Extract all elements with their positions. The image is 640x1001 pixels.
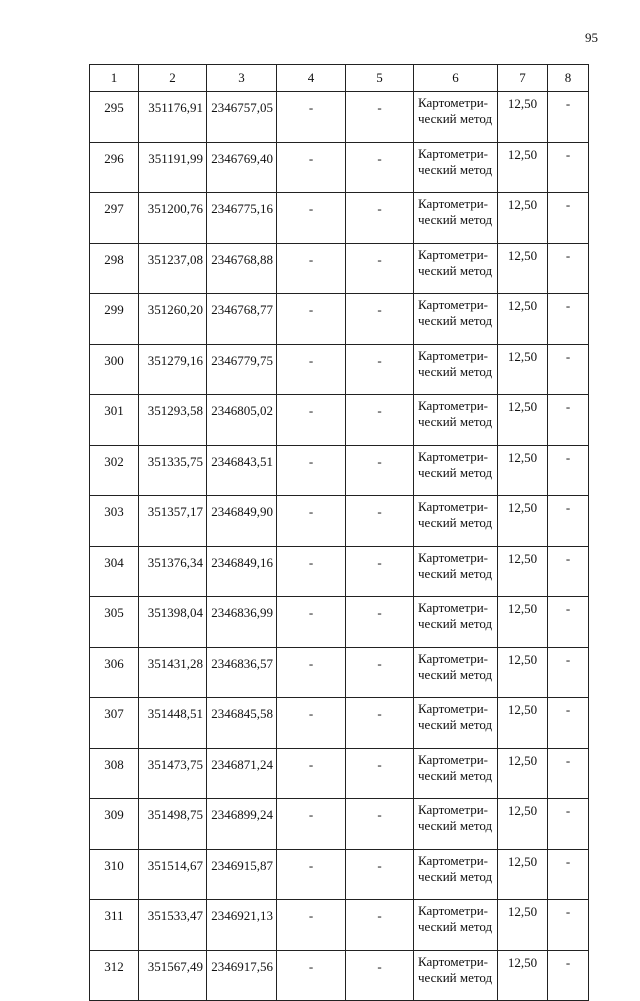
column-5-cell: -: [346, 496, 414, 547]
point-number-cell: 309: [90, 799, 139, 850]
column-8-cell: -: [548, 698, 589, 749]
table-row: [90, 445, 589, 496]
method-line-2: ческий метод: [418, 212, 493, 227]
table-row: [90, 799, 589, 850]
column-4-cell: -: [277, 799, 346, 850]
method-line-1: Картометри-: [418, 650, 488, 666]
table-row: [90, 395, 589, 446]
column-header: 5: [346, 65, 414, 92]
table-body: [90, 65, 589, 1001]
x-coordinate-cell: 351514,67: [139, 849, 207, 900]
y-coordinate-cell: 2346779,75: [207, 344, 277, 395]
method-line-1: Картометри-: [418, 347, 488, 363]
column-8-cell: -: [548, 445, 589, 496]
column-8-cell: -: [548, 546, 589, 597]
table-row: [90, 748, 589, 799]
point-number-cell: 300: [90, 344, 139, 395]
method-line-2: ческий метод: [418, 969, 493, 985]
column-5-cell: -: [346, 597, 414, 648]
y-coordinate-cell: 2346917,56: [207, 950, 277, 1001]
table-row: [90, 294, 589, 345]
accuracy-cell: 12,50: [498, 597, 548, 648]
point-number-cell: 295: [90, 92, 139, 143]
accuracy-cell: 12,50: [498, 799, 548, 850]
point-number-cell: 297: [90, 193, 139, 244]
column-4-cell: -: [277, 243, 346, 294]
accuracy-cell: 12,50: [498, 92, 548, 143]
point-number-cell: 299: [90, 294, 139, 345]
column-5-cell: -: [346, 193, 414, 244]
column-8-cell: -: [548, 849, 589, 900]
column-4-cell: -: [277, 395, 346, 446]
y-coordinate-cell: 2346768,77: [207, 294, 277, 345]
column-header: 4: [277, 65, 346, 92]
method-cell: [414, 597, 498, 648]
table-row: [90, 546, 589, 597]
method-line-1: Картометри-: [418, 751, 488, 767]
x-coordinate-cell: 351237,08: [139, 243, 207, 294]
column-8-cell: -: [548, 900, 589, 951]
column-8-cell: -: [548, 496, 589, 547]
column-header: 6: [414, 65, 498, 92]
method-line-2: ческий метод: [418, 414, 493, 429]
column-5-cell: -: [346, 142, 414, 193]
column-5-cell: -: [346, 950, 414, 1001]
accuracy-cell: 12,50: [498, 142, 548, 193]
accuracy-cell: 12,50: [498, 849, 548, 900]
column-4-cell: -: [277, 142, 346, 193]
method-line-1: Картометри-: [418, 600, 488, 615]
column-5-cell: -: [346, 294, 414, 345]
method-line-1: Картометри-: [418, 549, 488, 565]
y-coordinate-cell: 2346899,24: [207, 799, 277, 850]
column-8-cell: -: [548, 395, 589, 446]
method-line-1: Картометри-: [418, 297, 488, 312]
column-8-cell: -: [548, 243, 589, 294]
column-5-cell: -: [346, 445, 414, 496]
table-row: [90, 647, 589, 698]
column-8-cell: -: [548, 142, 589, 193]
column-4-cell: -: [277, 597, 346, 648]
method-cell: [414, 900, 498, 951]
column-4-cell: -: [277, 546, 346, 597]
method-line-1: Картометри-: [418, 196, 488, 211]
x-coordinate-cell: 351191,99: [139, 142, 207, 193]
column-5-cell: -: [346, 647, 414, 698]
method-cell: [414, 243, 498, 294]
column-4-cell: -: [277, 748, 346, 799]
column-8-cell: -: [548, 344, 589, 395]
point-number-cell: 303: [90, 496, 139, 547]
method-line-2: ческий метод: [418, 262, 493, 278]
column-8-cell: -: [548, 647, 589, 698]
method-line-1: Картометри-: [418, 246, 488, 262]
point-number-cell: 304: [90, 546, 139, 597]
y-coordinate-cell: 2346769,40: [207, 142, 277, 193]
y-coordinate-cell: 2346805,02: [207, 395, 277, 446]
method-line-2: ческий метод: [418, 363, 493, 379]
method-cell: [414, 445, 498, 496]
column-header: 7: [498, 65, 548, 92]
accuracy-cell: 12,50: [498, 950, 548, 1001]
method-line-1: Картометри-: [418, 802, 488, 817]
table-row: [90, 344, 589, 395]
column-5-cell: -: [346, 546, 414, 597]
y-coordinate-cell: 2346775,16: [207, 193, 277, 244]
y-coordinate-cell: 2346836,99: [207, 597, 277, 648]
point-number-cell: 308: [90, 748, 139, 799]
column-5-cell: -: [346, 748, 414, 799]
method-line-2: ческий метод: [418, 868, 493, 884]
method-line-2: ческий метод: [418, 616, 493, 631]
x-coordinate-cell: 351448,51: [139, 698, 207, 749]
y-coordinate-cell: 2346757,05: [207, 92, 277, 143]
table-header-row: [90, 65, 589, 92]
x-coordinate-cell: 351567,49: [139, 950, 207, 1001]
method-line-1: Картометри-: [418, 499, 488, 514]
table-row: [90, 597, 589, 648]
method-cell: [414, 647, 498, 698]
method-cell: [414, 950, 498, 1001]
method-line-2: ческий метод: [418, 919, 493, 934]
y-coordinate-cell: 2346921,13: [207, 900, 277, 951]
table-row: [90, 698, 589, 749]
point-number-cell: 310: [90, 849, 139, 900]
method-cell: [414, 294, 498, 345]
method-cell: [414, 849, 498, 900]
column-header: 3: [207, 65, 277, 92]
column-4-cell: -: [277, 92, 346, 143]
x-coordinate-cell: 351260,20: [139, 294, 207, 345]
method-line-1: Картометри-: [418, 852, 488, 868]
x-coordinate-cell: 351376,34: [139, 546, 207, 597]
column-4-cell: -: [277, 900, 346, 951]
x-coordinate-cell: 351431,28: [139, 647, 207, 698]
y-coordinate-cell: 2346849,90: [207, 496, 277, 547]
method-line-2: ческий метод: [418, 767, 493, 783]
column-8-cell: -: [548, 597, 589, 648]
accuracy-cell: 12,50: [498, 445, 548, 496]
method-cell: [414, 698, 498, 749]
method-cell: [414, 193, 498, 244]
y-coordinate-cell: 2346915,87: [207, 849, 277, 900]
x-coordinate-cell: 351335,75: [139, 445, 207, 496]
accuracy-cell: 12,50: [498, 900, 548, 951]
point-number-cell: 301: [90, 395, 139, 446]
column-5-cell: -: [346, 698, 414, 749]
x-coordinate-cell: 351279,16: [139, 344, 207, 395]
point-number-cell: 298: [90, 243, 139, 294]
column-8-cell: -: [548, 799, 589, 850]
x-coordinate-cell: 351473,75: [139, 748, 207, 799]
method-cell: [414, 546, 498, 597]
accuracy-cell: 12,50: [498, 748, 548, 799]
method-line-2: ческий метод: [418, 717, 493, 732]
accuracy-cell: 12,50: [498, 344, 548, 395]
table-row: [90, 849, 589, 900]
column-8-cell: -: [548, 92, 589, 143]
column-5-cell: -: [346, 900, 414, 951]
column-5-cell: -: [346, 849, 414, 900]
accuracy-cell: 12,50: [498, 243, 548, 294]
accuracy-cell: 12,50: [498, 395, 548, 446]
column-5-cell: -: [346, 395, 414, 446]
point-number-cell: 305: [90, 597, 139, 648]
y-coordinate-cell: 2346843,51: [207, 445, 277, 496]
column-5-cell: -: [346, 344, 414, 395]
method-line-2: ческий метод: [418, 818, 493, 833]
point-number-cell: 312: [90, 950, 139, 1001]
column-header: 1: [90, 65, 139, 92]
column-4-cell: -: [277, 445, 346, 496]
accuracy-cell: 12,50: [498, 193, 548, 244]
column-4-cell: -: [277, 344, 346, 395]
table-row: [90, 900, 589, 951]
table-row: [90, 142, 589, 193]
x-coordinate-cell: 351398,04: [139, 597, 207, 648]
method-line-2: ческий метод: [418, 313, 493, 328]
column-4-cell: -: [277, 647, 346, 698]
y-coordinate-cell: 2346845,58: [207, 698, 277, 749]
method-line-1: Картометри-: [418, 903, 488, 918]
column-header: 2: [139, 65, 207, 92]
method-line-2: ческий метод: [418, 515, 493, 530]
column-5-cell: -: [346, 92, 414, 143]
accuracy-cell: 12,50: [498, 546, 548, 597]
y-coordinate-cell: 2346836,57: [207, 647, 277, 698]
column-5-cell: -: [346, 243, 414, 294]
table-row: [90, 193, 589, 244]
point-number-cell: 307: [90, 698, 139, 749]
coordinates-table: [89, 64, 589, 1001]
method-cell: [414, 748, 498, 799]
method-line-2: ческий метод: [418, 161, 493, 177]
x-coordinate-cell: 351200,76: [139, 193, 207, 244]
method-line-1: Картометри-: [418, 953, 488, 969]
x-coordinate-cell: 351176,91: [139, 92, 207, 143]
table-row: [90, 243, 589, 294]
column-8-cell: -: [548, 950, 589, 1001]
point-number-cell: 306: [90, 647, 139, 698]
method-cell: [414, 142, 498, 193]
method-line-2: ческий метод: [418, 111, 493, 126]
column-4-cell: -: [277, 950, 346, 1001]
method-cell: [414, 344, 498, 395]
accuracy-cell: 12,50: [498, 647, 548, 698]
column-8-cell: -: [548, 748, 589, 799]
column-header: 8: [548, 65, 589, 92]
method-cell: [414, 395, 498, 446]
column-4-cell: -: [277, 294, 346, 345]
column-4-cell: -: [277, 698, 346, 749]
column-4-cell: -: [277, 849, 346, 900]
accuracy-cell: 12,50: [498, 698, 548, 749]
page-number: 95: [585, 30, 598, 45]
method-cell: [414, 92, 498, 143]
x-coordinate-cell: 351498,75: [139, 799, 207, 850]
column-8-cell: -: [548, 294, 589, 345]
method-line-1: Картометри-: [418, 145, 488, 161]
x-coordinate-cell: 351293,58: [139, 395, 207, 446]
table-row: [90, 496, 589, 547]
column-5-cell: -: [346, 799, 414, 850]
column-8-cell: -: [548, 193, 589, 244]
point-number-cell: 296: [90, 142, 139, 193]
method-line-1: Картометри-: [418, 448, 488, 464]
method-cell: [414, 496, 498, 547]
method-line-2: ческий метод: [418, 666, 493, 682]
method-cell: [414, 799, 498, 850]
method-line-2: ческий метод: [418, 464, 493, 480]
method-line-2: ческий метод: [418, 565, 493, 581]
method-line-1: Картометри-: [418, 398, 488, 413]
y-coordinate-cell: 2346768,88: [207, 243, 277, 294]
table-row: [90, 92, 589, 143]
point-number-cell: 302: [90, 445, 139, 496]
accuracy-cell: 12,50: [498, 294, 548, 345]
column-4-cell: -: [277, 193, 346, 244]
method-line-1: Картометри-: [418, 701, 488, 716]
x-coordinate-cell: 351357,17: [139, 496, 207, 547]
column-4-cell: -: [277, 496, 346, 547]
point-number-cell: 311: [90, 900, 139, 951]
y-coordinate-cell: 2346849,16: [207, 546, 277, 597]
x-coordinate-cell: 351533,47: [139, 900, 207, 951]
method-line-1: Картометри-: [418, 95, 488, 110]
table-row: [90, 950, 589, 1001]
accuracy-cell: 12,50: [498, 496, 548, 547]
y-coordinate-cell: 2346871,24: [207, 748, 277, 799]
